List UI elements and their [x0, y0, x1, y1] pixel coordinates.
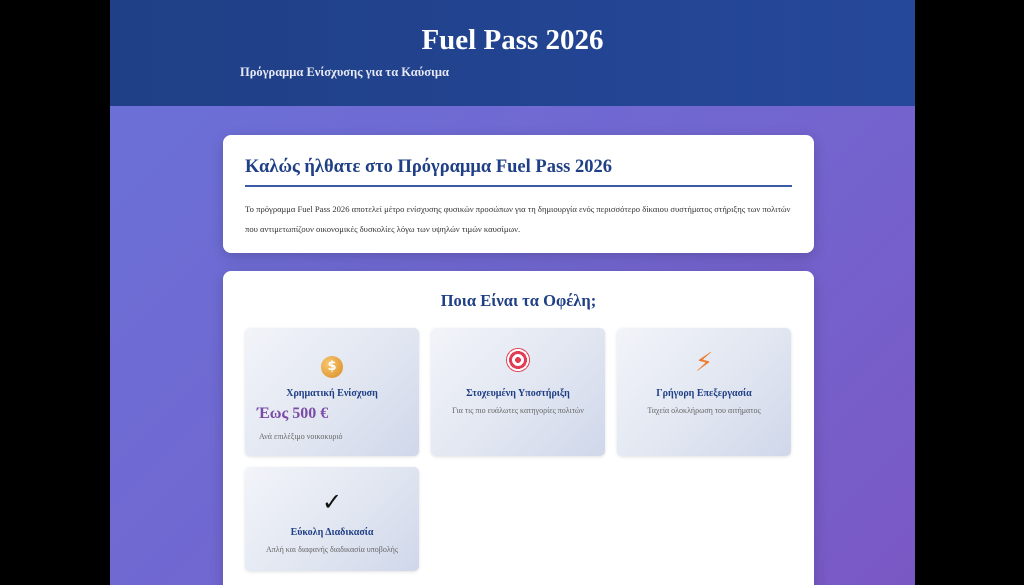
lightning-icon: ⚡ [694, 348, 714, 378]
browser-viewport [110, 0, 915, 585]
welcome-card [223, 135, 814, 253]
site-subtitle: Πρόγραμμα Ενίσχυσης για τα Καύσιμα [240, 65, 449, 79]
site-header [110, 0, 915, 106]
benefit-card-fast-processing [617, 328, 791, 456]
checkmark-icon: ✓ [321, 488, 343, 516]
benefit-amount: Έως 500 € [257, 405, 329, 422]
target-icon [431, 348, 605, 380]
benefit-card-easy-process [245, 467, 419, 571]
benefits-title: Ποια Είναι τα Οφέλη; [440, 291, 597, 310]
benefit-description: Για τις πιο ευάλωτες κατηγορίες πολιτών [452, 406, 584, 415]
site-title: Fuel Pass 2026 [421, 24, 604, 56]
benefit-title: Χρηματική Ενίσχυση [286, 388, 378, 399]
benefit-card-targeted-support [431, 328, 605, 456]
welcome-text: Το πρόγραμμα Fuel Pass 2026 αποτελεί μέτρο ενίσχυσης φυσικών προσώπων για τη δημιουργία ενός περισσότερο δίκαιου συστήματος στήριξης των πολιτών που αντιμετωπίζουν οικονομικές δυσκολίες λόγω των υψηλών τιμών καυσίμων. [245, 204, 791, 234]
money-bag-icon: $ [245, 348, 419, 378]
benefit-description: Ταχεία ολοκλήρωση του αιτήματος [647, 406, 761, 415]
benefit-title: Γρήγορη Επεξεργασία [656, 388, 752, 399]
benefit-title: Στοχευμένη Υποστήριξη [466, 388, 570, 399]
benefit-description: Απλή και διαφανής διαδικασία υποβολής [265, 545, 399, 554]
benefit-card-financial-support [245, 328, 419, 456]
welcome-title: Καλώς ήλθατε στο Πρόγραμμα Fuel Pass 2026 [245, 157, 612, 177]
welcome-divider [245, 185, 792, 187]
benefit-note: Ανά επιλέξιμο νοικοκυριό [259, 432, 343, 441]
benefit-title: Εύκολη Διαδικασία [290, 527, 374, 538]
benefits-card [223, 271, 814, 585]
